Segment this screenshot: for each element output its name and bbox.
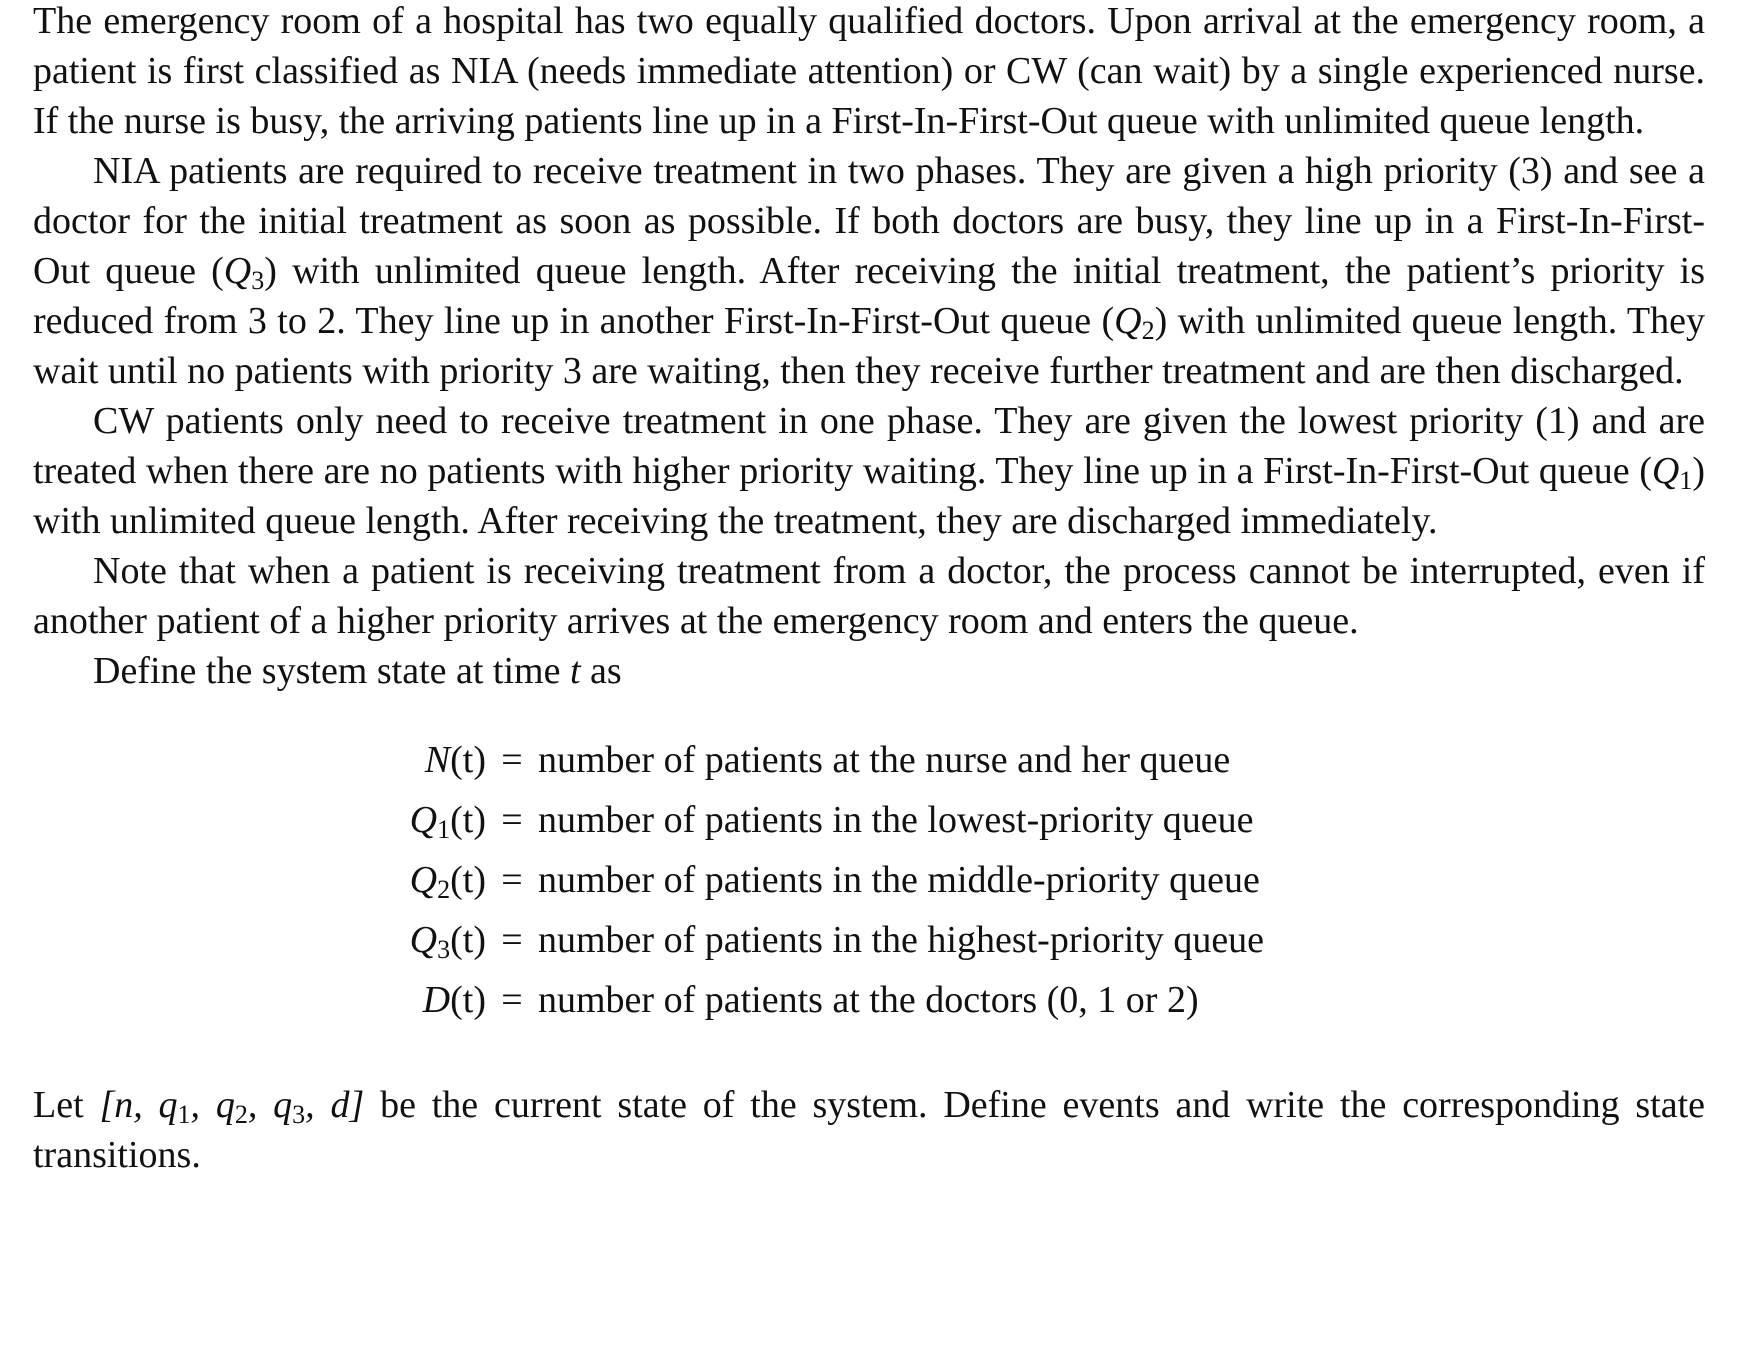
definition-lhs: $Q_2(t)$ [409, 859, 486, 904]
equals-sign: = [501, 919, 523, 961]
equals-sign: = [501, 979, 523, 1021]
q1-symbol: $Q_1$ [1651, 450, 1693, 495]
equals-sign: = [501, 739, 523, 781]
definition-rhs: number of patients in the highest-priority queue [538, 919, 1265, 961]
q3-symbol: $Q_3$ [223, 250, 265, 295]
nia-text-3: ) with unlimited queue length. They wait until no patients with priority 3 are waiting, then they receive further treatment and are then discharged. [33, 300, 1705, 392]
paragraph-intro: The emergency room of a hospital has two equally qualified doctors. Upon arrival at the emergency room, a patient is first classified as NIA (needs immediate attention) or CW (can wait) by a single experienced nurse. If the nurse is busy, the arriving patients line up in a First-In-First-Out queue with unlimited queue length. [33, 0, 1705, 142]
definition-rhs: number of patients in the lowest-priority queue [538, 799, 1254, 841]
definition-lhs: D(t) [422, 979, 486, 1021]
cw-text-1: CW patients only need to receive treatment in one phase. They are given the lowest priority (1) and are treated when there are no patients with higher priority waiting. They line up in a First-In-First-Out queue ( [33, 400, 1705, 492]
time-variable: t [569, 650, 581, 692]
definition-lhs: N(t) [424, 739, 486, 781]
state-vector: [n, $q_1$, $q_2$, $q_3$, d] [99, 1084, 365, 1129]
q2-symbol: $Q_2$ [1114, 300, 1155, 345]
definition-row [363, 858, 1383, 918]
nia-text-2: ) with unlimited queue length. After receiving the initial treatment, the patient’s priority is reduced from 3 to 2. They line up in another First-In-First-Out queue ( [33, 250, 1705, 342]
definition-rhs: number of patients at the doctors (0, 1 or 2) [538, 979, 1199, 1021]
definition-rhs: number of patients at the nurse and her queue [538, 739, 1231, 781]
paragraph-task: Let [n, $q_1$, $q_2$, $q_3$, d] be the current state of the system. Define events and write the corresponding state transitions. [33, 1084, 1706, 1176]
definition-lhs: $Q_3(t)$ [409, 919, 486, 964]
cw-text-2: ) with unlimited queue length. After receiving the treatment, they are discharged immediately. [33, 450, 1705, 542]
equals-sign: = [501, 799, 523, 841]
definition-row [363, 978, 1383, 1038]
definition-rhs: number of patients in the middle-priority queue [538, 859, 1260, 901]
paragraph-note: Note that when a patient is receiving treatment from a doctor, the process cannot be interrupted, even if another patient of a higher priority arrives at the emergency room and enters the queue. [33, 550, 1705, 642]
definition-lhs: $Q_1(t)$ [409, 799, 486, 844]
nia-text-1: NIA patients are required to receive treatment in two phases. They are given a high priority (3) and see a doctor for the initial treatment as soon as possible. If both doctors are busy, they line up in a First-In-First-Out queue ( [33, 150, 1705, 292]
paragraph-cw [33, 396, 1705, 546]
definition-row [363, 918, 1383, 978]
paragraph-nia [33, 146, 1705, 396]
definition-row [363, 798, 1383, 858]
equals-sign: = [501, 859, 523, 901]
definition-row [363, 738, 1383, 798]
paragraph-define: Define the system state at time t as [93, 650, 622, 692]
state-definitions [363, 738, 1383, 1038]
